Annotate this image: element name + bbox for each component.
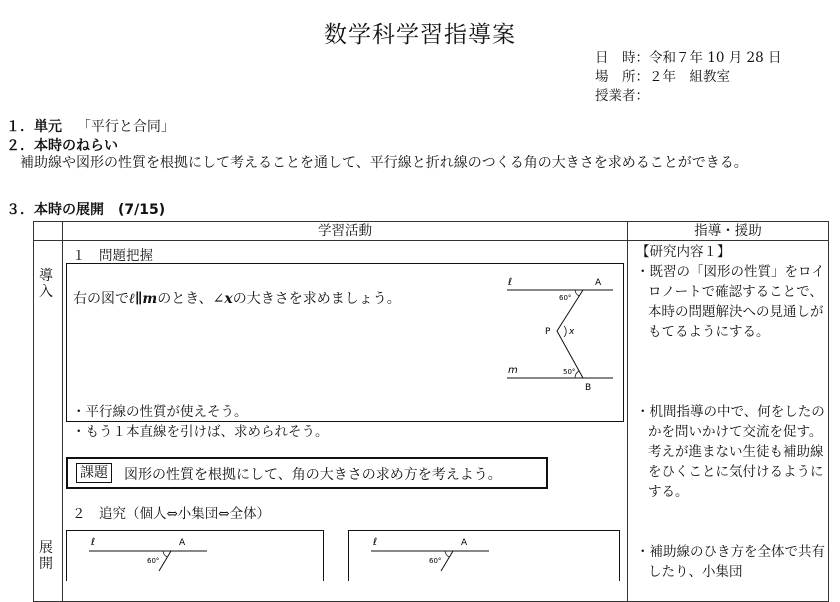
problem-suffix: の大きさを求めましょう。 bbox=[232, 291, 401, 307]
right-angle-60: 60° bbox=[429, 557, 442, 565]
expectation-2: ・もう１本直線を引けば、求められそう。 bbox=[72, 424, 329, 440]
phase-intro: 導入 bbox=[39, 268, 53, 300]
problem-prefix: 右の図で bbox=[73, 291, 129, 307]
meta-date: 日 時：令和７年 10 月 28 日 bbox=[595, 50, 782, 66]
label-m: m bbox=[508, 365, 518, 376]
work-frame-right bbox=[348, 530, 620, 581]
phase-develop: 展開 bbox=[39, 540, 53, 572]
right-label-l: ℓ bbox=[373, 537, 378, 548]
step-problem-grasp: １ 問題把握 bbox=[72, 248, 153, 264]
section-unit bbox=[6, 116, 175, 136]
research-content: 【研究内容１】 bbox=[636, 244, 731, 260]
figure-left bbox=[67, 531, 323, 581]
guidance-column bbox=[636, 242, 826, 342]
figure-right bbox=[349, 531, 619, 581]
problem-figure bbox=[495, 270, 619, 400]
guidance-2: ・机間指導の中で、何をしたのかを問いかけて交流を促す。考えが進まない生徒も補助線をひくことに気付けるようにする。 bbox=[636, 404, 825, 500]
left-angle-60: 60° bbox=[147, 557, 160, 565]
lesson-meta bbox=[595, 49, 782, 106]
section-aim-label: ２．本時のねらい bbox=[6, 138, 118, 154]
step-investigation: ２ 追究（個人⇔小集団⇔全体） bbox=[72, 506, 271, 522]
section-aim-text: 補助線や図形の性質を根拠にして考えることを通して、平行線と折れ線のつくる角の大きさを求めることができる。 bbox=[20, 155, 748, 171]
section-unit-value: 「平行と合同」 bbox=[76, 119, 175, 135]
problem-mid: のとき、∠ bbox=[157, 291, 225, 307]
problem-x: x bbox=[224, 291, 233, 307]
header-guidance: 指導・援助 bbox=[628, 222, 829, 241]
task-tag: 課題 bbox=[76, 463, 112, 483]
section-development-label: ３．本時の展開 (7/15) bbox=[6, 202, 166, 218]
label-P: P bbox=[545, 327, 551, 337]
expectations bbox=[72, 402, 329, 442]
guidance-3: ・補助線のひき方を全体で共有したり、小集団 bbox=[636, 544, 825, 580]
problem-box bbox=[66, 263, 624, 422]
left-label-A: A bbox=[179, 538, 186, 548]
work-frame-left bbox=[66, 530, 324, 581]
expectation-1: ・平行線の性質が使えそう。 bbox=[72, 404, 248, 420]
task-box bbox=[66, 457, 548, 489]
meta-teacher: 授業者： bbox=[595, 88, 649, 104]
task-text: 図形の性質を根拠にして、角の大きさの求め方を考えよう。 bbox=[124, 467, 502, 483]
label-l: ℓ bbox=[508, 277, 513, 288]
label-x: x bbox=[569, 327, 575, 337]
section-unit-label: １．単元 bbox=[6, 119, 62, 135]
label-B: B bbox=[585, 383, 592, 393]
meta-place: 場 所：２年 組教室 bbox=[595, 69, 730, 85]
header-activity: 学習活動 bbox=[63, 222, 628, 241]
angle-60: 60° bbox=[559, 294, 572, 302]
right-label-A: A bbox=[461, 538, 468, 548]
angle-50: 50° bbox=[563, 368, 576, 376]
label-A: A bbox=[595, 278, 602, 288]
guidance-1: ・既習の「図形の性質」をロイロノートで確認することで、本時の問題解決への見通しがもてるようにする。 bbox=[636, 264, 825, 340]
problem-statement bbox=[73, 288, 401, 308]
problem-parallel: ℓ∥m bbox=[129, 291, 158, 307]
left-label-l: ℓ bbox=[91, 537, 96, 548]
document-title: 数学科学習指導案 bbox=[324, 22, 516, 48]
